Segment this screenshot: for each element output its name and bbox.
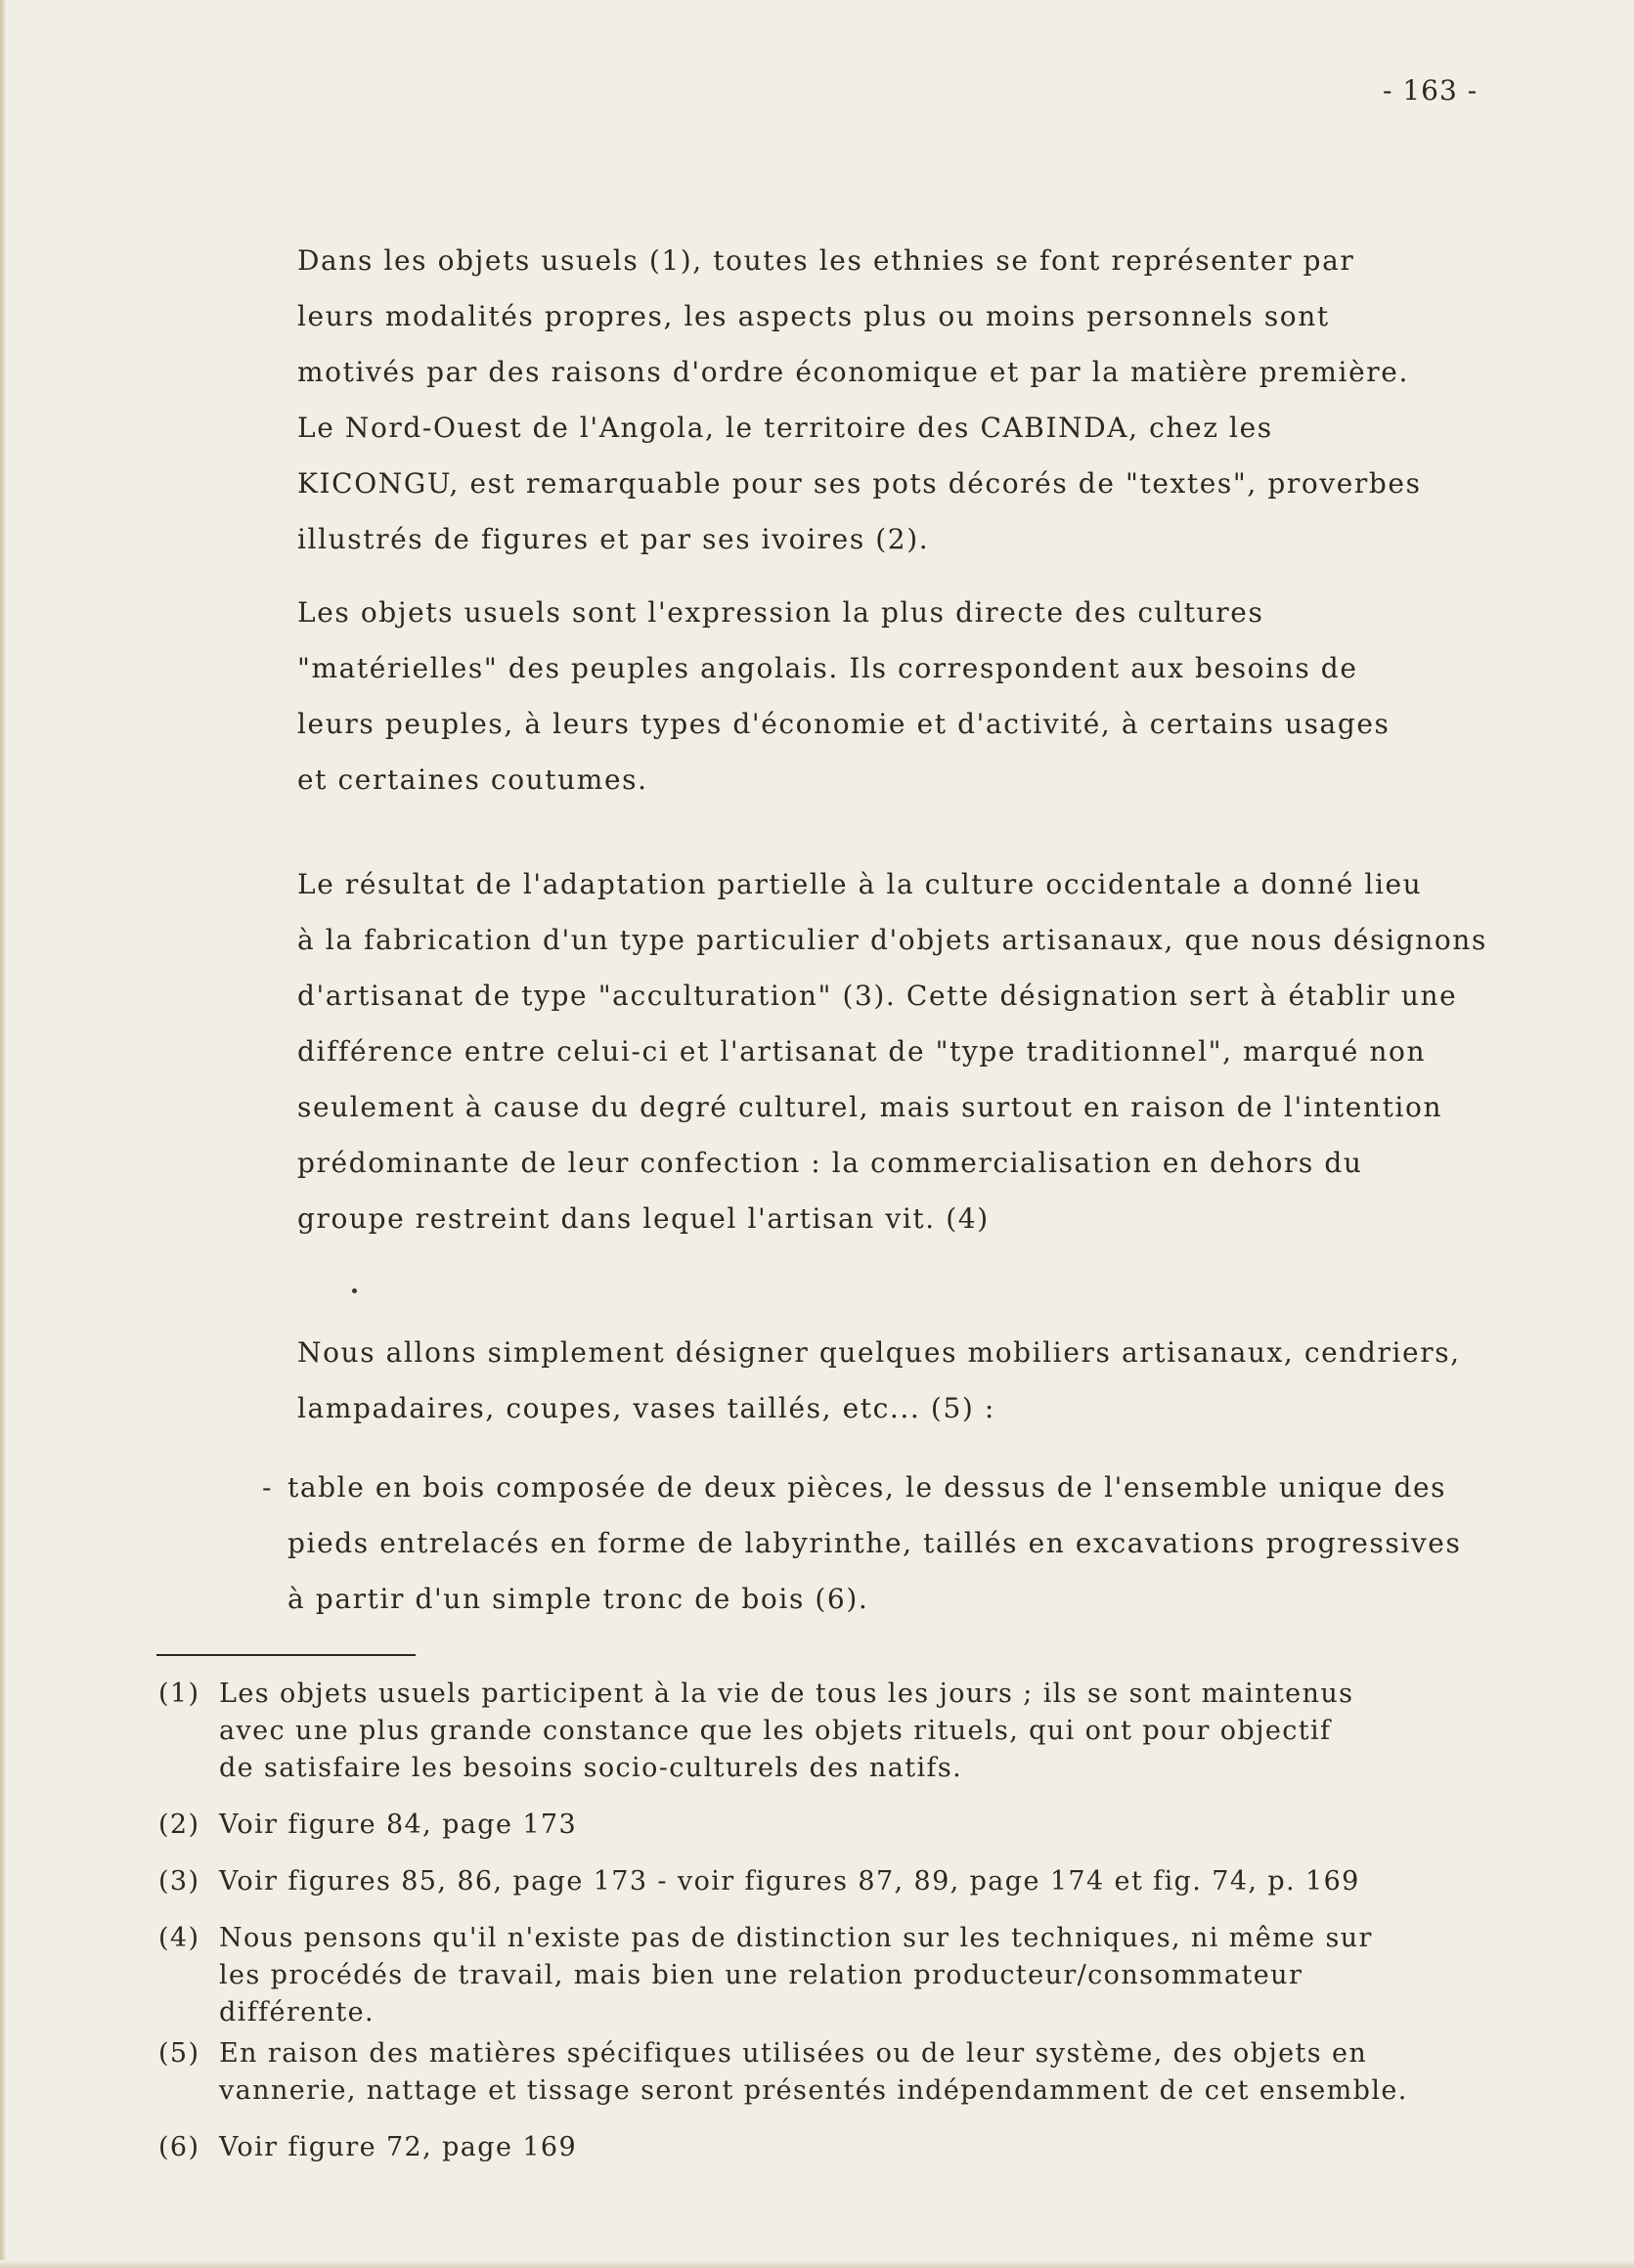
footnote-5 xyxy=(158,2035,1586,2110)
body-text xyxy=(262,233,1568,1627)
footnote-line: de satisfaire les besoins socio-culturels des natifs. xyxy=(219,1753,963,1783)
footnote-number: (4) xyxy=(158,1923,200,1953)
text-line: leurs peuples, à leurs types d'économie et d'activité, à certains usages xyxy=(297,708,1391,740)
footnote-line: les procédés de travail, mais bien une relation producteur/consommateur xyxy=(219,1960,1303,1990)
page-edge xyxy=(0,0,6,2268)
footnote-line: différente. xyxy=(219,1997,375,2028)
footnote-1 xyxy=(158,1676,1586,1787)
footnote-line: Voir figure 84, page 173 xyxy=(219,1810,578,1840)
footnotes xyxy=(158,1676,1586,2166)
footnote-line: vannerie, nattage et tissage seront présentés indépendamment de cet ensemble. xyxy=(219,2075,1408,2106)
text-line: motivés par des raisons d'ordre économique et par la matière première. xyxy=(297,356,1409,388)
footnote-3 xyxy=(158,1863,1586,1900)
text-line: à partir d'un simple tronc de bois (6). xyxy=(287,1583,869,1615)
text-line: à la fabrication d'un type particulier d'objets artisanaux, que nous désignons xyxy=(297,924,1487,956)
list-dash: - xyxy=(262,1471,274,1504)
text-line: "matérielles" des peuples angolais. Ils correspondent aux besoins de xyxy=(297,652,1358,684)
footnote-number: (3) xyxy=(158,1866,200,1897)
footnote-separator xyxy=(156,1654,416,1656)
page-edge-bottom xyxy=(0,2260,1634,2268)
page-number: - 163 - xyxy=(1383,74,1479,107)
text-line: groupe restreint dans lequel l'artisan vit. (4) xyxy=(297,1202,990,1235)
footnote-number: (1) xyxy=(158,1679,200,1709)
footnote-6 xyxy=(158,2129,1586,2166)
text-line: Dans les objets usuels (1), toutes les ethnies se font représenter par xyxy=(297,244,1355,277)
text-line: seulement à cause du degré culturel, mais surtout en raison de l'intention xyxy=(297,1091,1443,1123)
text-line: KICONGU, est remarquable pour ses pots décorés de "textes", proverbes xyxy=(297,467,1422,500)
footnote-line: avec une plus grande constance que les objets rituels, qui ont pour objectif xyxy=(219,1716,1332,1746)
text-line: prédominante de leur confection : la commercialisation en dehors du xyxy=(297,1147,1363,1179)
footnote-line: Voir figures 85, 86, page 173 - voir figures 87, 89, page 174 et fig. 74, p. 169 xyxy=(219,1866,1360,1897)
text-line: différence entre celui-ci et l'artisanat de "type traditionnel", marqué non xyxy=(297,1035,1427,1068)
text-line: table en bois composée de deux pièces, le dessus de l'ensemble unique des xyxy=(287,1471,1447,1504)
text-line: Nous allons simplement désigner quelques mobiliers artisanaux, cendriers, xyxy=(297,1336,1461,1369)
footnote-line: Les objets usuels participent à la vie de tous les jours ; ils se sont maintenus xyxy=(219,1679,1354,1709)
paragraph-acculturation xyxy=(297,856,1568,1246)
paragraph-cultures-materielles xyxy=(297,585,1568,807)
footnote-line: Voir figure 72, page 169 xyxy=(219,2132,578,2162)
text-line: et certaines coutumes. xyxy=(297,763,648,796)
paragraph-objets-usuels xyxy=(297,233,1568,567)
paragraph-mobiliers xyxy=(297,1325,1568,1436)
footnote-number: (2) xyxy=(158,1810,200,1840)
footnote-4 xyxy=(158,1920,1586,2031)
text-line: leurs modalités propres, les aspects plus ou moins personnels sont xyxy=(297,300,1330,332)
footnote-number: (6) xyxy=(158,2132,200,2162)
footnote-2 xyxy=(158,1807,1586,1844)
footnote-line: En raison des matières spécifiques utilisées ou de leur système, des objets en xyxy=(219,2038,1368,2069)
footnote-number: (5) xyxy=(158,2038,200,2069)
footnote-line: Nous pensons qu'il n'existe pas de distinction sur les techniques, ni même sur xyxy=(219,1923,1373,1953)
text-line: lampadaires, coupes, vases taillés, etc... (5) : xyxy=(297,1392,995,1424)
list-item-table-en-bois xyxy=(262,1460,1568,1627)
text-line: d'artisanat de type "acculturation" (3). Cette désignation sert à établir une xyxy=(297,980,1458,1012)
text-line: illustrés de figures et par ses ivoires (2). xyxy=(297,523,930,555)
ink-dot xyxy=(352,1288,357,1293)
text-line: Le résultat de l'adaptation partielle à la culture occidentale a donné lieu xyxy=(297,868,1423,900)
text-line: Le Nord-Ouest de l'Angola, le territoire des CABINDA, chez les xyxy=(297,412,1273,444)
text-line: Les objets usuels sont l'expression la plus directe des cultures xyxy=(297,596,1264,629)
text-line: pieds entrelacés en forme de labyrinthe, taillés en excavations progressives xyxy=(287,1527,1462,1559)
